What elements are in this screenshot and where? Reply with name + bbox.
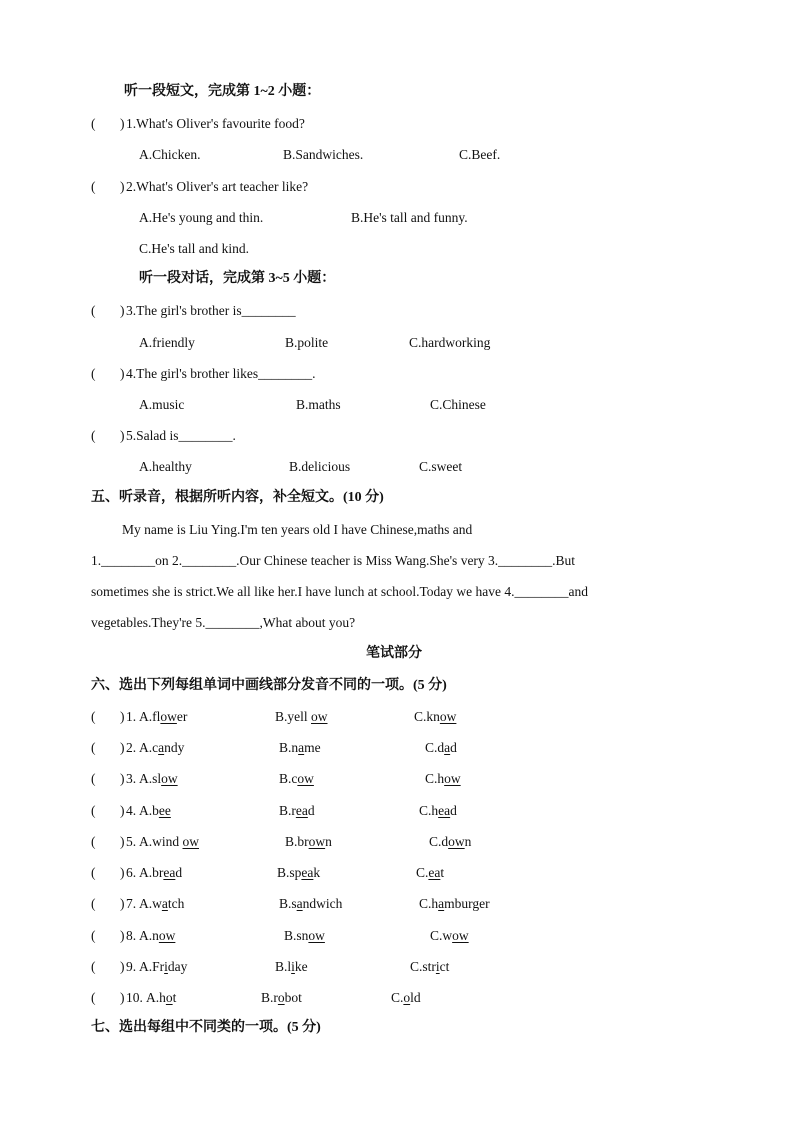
underlined-letters: o <box>403 990 411 1005</box>
option-suffix: ct <box>439 959 450 974</box>
option-suffix: d <box>307 803 315 818</box>
phonics-paren-close: ) <box>120 990 125 1005</box>
phonics-item-7-option-c <box>419 895 490 913</box>
phonics-paren-open: ( <box>91 740 96 755</box>
option-prefix: B.sn <box>284 928 309 943</box>
option-suffix: t <box>440 865 445 880</box>
option-prefix: C.d <box>429 834 449 849</box>
cloze-line-4: vegetables.They're 5.________,What about you? <box>91 615 356 630</box>
underlined-letters: ow <box>448 834 465 849</box>
q3-option-b: B.polite <box>285 335 329 350</box>
underlined-letters: a <box>298 740 305 755</box>
q5-paren-open: ( <box>91 428 96 443</box>
underlined-letters: ow <box>158 928 176 943</box>
q2-option-b: B.He's tall and funny. <box>351 210 468 225</box>
option-prefix: C.str <box>410 959 436 974</box>
phonics-item-9-option-b <box>275 958 308 976</box>
option-suffix: ke <box>294 959 308 974</box>
underlined-letters: ow <box>182 834 199 849</box>
underlined-letters: ow <box>160 709 177 724</box>
option-suffix: ndwich <box>302 896 343 911</box>
phonics-paren-open: ( <box>91 834 96 849</box>
phonics-paren-open: ( <box>91 990 96 1005</box>
phonics-item-7-number: 7. <box>126 896 137 911</box>
phonics-item-2-number: 2. <box>126 740 137 755</box>
phonics-paren-close: ) <box>120 959 125 974</box>
phonics-paren-close: ) <box>120 803 125 818</box>
underlined-letters: ea <box>301 865 314 880</box>
phonics-item-5-option-a <box>139 833 199 851</box>
option-suffix: n <box>325 834 332 849</box>
phonics-paren-open: ( <box>91 771 96 786</box>
phonics-item-6-option-a <box>139 864 182 882</box>
option-suffix: d <box>450 803 457 818</box>
q5-question: 5.Salad is________. <box>126 428 236 443</box>
phonics-item-8-option-b <box>284 927 325 945</box>
phonics-item-9-option-a <box>139 958 187 976</box>
option-prefix: B.s <box>279 896 297 911</box>
written-part-title: 笔试部分 <box>366 646 422 661</box>
q4-paren-open: ( <box>91 366 96 381</box>
q5-option-a: A.healthy <box>139 459 192 474</box>
phonics-item-4-option-c <box>419 802 457 820</box>
underlined-letters: ow <box>297 771 314 786</box>
phonics-paren-close: ) <box>120 865 125 880</box>
option-suffix: d <box>175 865 183 880</box>
underlined-letters: i <box>164 959 168 974</box>
option-prefix: A.Fr <box>139 959 165 974</box>
q4-option-c: C.Chinese <box>430 397 486 412</box>
q5-paren-close: ) <box>120 428 125 443</box>
section6-heading: 六、选出下列每组单词中画线部分发音不同的一项。(5 分) <box>91 678 447 693</box>
q5-option-c: C.sweet <box>419 459 463 474</box>
q3-option-c: C.hardworking <box>409 335 491 350</box>
option-prefix: B.n <box>279 740 299 755</box>
listen1-heading: 听一段短文，完成第 1~2 小题： <box>124 84 321 99</box>
option-prefix: A.n <box>139 928 159 943</box>
phonics-paren-close: ) <box>120 928 125 943</box>
phonics-paren-close: ) <box>120 834 125 849</box>
underlined-letters: a <box>158 740 165 755</box>
option-prefix: B.c <box>279 771 298 786</box>
underlined-letters: ee <box>158 803 171 818</box>
option-prefix: C. <box>391 990 404 1005</box>
cloze-line-1: My name is Liu Ying.I'm ten years old I have Chinese,maths and <box>122 522 473 537</box>
q2-option-a: A.He's young and thin. <box>139 210 264 225</box>
phonics-item-3-option-a <box>139 770 178 788</box>
phonics-item-10-option-c <box>391 989 421 1007</box>
option-prefix: A.b <box>139 803 159 818</box>
q3-question: 3.The girl's brother is________ <box>126 303 296 318</box>
option-prefix: A.h <box>146 990 166 1005</box>
underlined-letters: i <box>435 959 440 974</box>
phonics-item-1-option-a <box>139 708 187 726</box>
phonics-item-3-option-c <box>425 770 461 788</box>
q2-question: 2.What's Oliver's art teacher like? <box>126 179 309 194</box>
option-prefix: C.h <box>419 896 439 911</box>
option-prefix: A.br <box>139 865 164 880</box>
underlined-letters: i <box>291 959 295 974</box>
underlined-letters: ea <box>428 865 441 880</box>
underlined-letters: ow <box>439 709 457 724</box>
phonics-item-5-option-b <box>285 833 332 851</box>
phonics-item-10-option-b <box>261 989 302 1007</box>
q1-option-b: B.Sandwiches. <box>283 147 364 162</box>
option-suffix: me <box>304 740 321 755</box>
option-suffix: mburger <box>444 896 490 911</box>
phonics-item-4-option-a <box>139 802 171 820</box>
underlined-letters: ea <box>163 865 176 880</box>
phonics-item-6-option-c <box>416 864 444 882</box>
underlined-letters: ow <box>444 771 461 786</box>
phonics-item-2-option-b <box>279 739 321 757</box>
option-prefix: C.d <box>425 740 445 755</box>
q4-option-b: B.maths <box>296 397 341 412</box>
option-suffix: n <box>464 834 472 849</box>
phonics-item-5-option-c <box>429 833 471 851</box>
phonics-item-10-number: 10. <box>126 990 143 1005</box>
option-prefix: B.r <box>261 990 278 1005</box>
phonics-item-7-option-a <box>139 895 184 913</box>
q2-paren-close: ) <box>120 179 125 194</box>
option-prefix: B.br <box>285 834 309 849</box>
q1-paren-open: ( <box>91 116 96 131</box>
phonics-paren-open: ( <box>91 803 96 818</box>
q4-paren-close: ) <box>120 366 125 381</box>
phonics-item-3-option-b <box>279 770 314 788</box>
q1-option-c: C.Beef. <box>459 147 501 162</box>
phonics-item-9-number: 9. <box>126 959 137 974</box>
q4-question: 4.The girl's brother likes________. <box>126 366 316 381</box>
option-prefix: C.h <box>425 771 445 786</box>
phonics-paren-open: ( <box>91 928 96 943</box>
phonics-item-10-option-a <box>146 989 176 1007</box>
option-prefix: B.sp <box>277 865 302 880</box>
underlined-letters: a <box>438 896 445 911</box>
phonics-item-8-option-c <box>430 927 469 945</box>
option-prefix: C. <box>416 865 429 880</box>
option-suffix: tch <box>167 896 185 911</box>
cloze-line-2: 1.________on 2.________.Our Chinese teacher is Miss Wang.She's very 3.________.But <box>91 553 576 568</box>
option-prefix: B.r <box>279 803 296 818</box>
phonics-item-6-option-b <box>277 864 320 882</box>
q4-option-a: A.music <box>139 397 185 412</box>
q3-option-a: A.friendly <box>139 335 195 350</box>
option-prefix: C.h <box>419 803 439 818</box>
q2-option-c: C.He's tall and kind. <box>139 241 250 256</box>
q1-option-a: A.Chicken. <box>139 147 201 162</box>
underlined-letters: a <box>296 896 303 911</box>
phonics-item-1-option-c <box>414 708 456 726</box>
listen2-heading: 听一段对话，完成第 3~5 小题： <box>139 271 336 286</box>
q2-paren-open: ( <box>91 179 96 194</box>
option-prefix: C.kn <box>414 709 440 724</box>
section5-heading: 五、听录音，根据所听内容，补全短文。(10 分) <box>91 490 384 505</box>
q3-paren-close: ) <box>120 303 125 318</box>
phonics-paren-open: ( <box>91 896 96 911</box>
option-suffix: er <box>176 709 188 724</box>
option-prefix: A.fl <box>139 709 161 724</box>
underlined-letters: ow <box>308 834 326 849</box>
phonics-item-1-option-b <box>275 708 328 726</box>
phonics-item-5-number: 5. <box>126 834 137 849</box>
underlined-letters: ow <box>311 709 328 724</box>
option-suffix: ndy <box>164 740 185 755</box>
option-prefix: A.wind <box>139 834 183 849</box>
phonics-paren-close: ) <box>120 896 125 911</box>
option-suffix: t <box>172 990 177 1005</box>
phonics-item-7-option-b <box>279 895 342 913</box>
phonics-item-4-number: 4. <box>126 803 137 818</box>
phonics-paren-open: ( <box>91 959 96 974</box>
option-prefix: B.l <box>275 959 292 974</box>
phonics-item-3-number: 3. <box>126 771 137 786</box>
underlined-letters: o <box>165 990 173 1005</box>
phonics-item-6-number: 6. <box>126 865 137 880</box>
phonics-item-1-number: 1. <box>126 709 137 724</box>
phonics-item-8-number: 8. <box>126 928 137 943</box>
underlined-letters: ea <box>438 803 451 818</box>
option-prefix: B.yell <box>275 709 311 724</box>
phonics-item-2-option-a <box>139 739 184 757</box>
underlined-letters: a <box>444 740 451 755</box>
phonics-paren-close: ) <box>120 771 125 786</box>
phonics-paren-close: ) <box>120 709 125 724</box>
option-prefix: A.sl <box>139 771 162 786</box>
option-prefix: C.w <box>430 928 453 943</box>
q5-option-b: B.delicious <box>289 459 351 474</box>
option-prefix: A.c <box>139 740 159 755</box>
underlined-letters: ea <box>295 803 308 818</box>
option-suffix: day <box>167 959 188 974</box>
q1-paren-close: ) <box>120 116 125 131</box>
option-prefix: A.w <box>139 896 162 911</box>
underlined-letters: ow <box>161 771 178 786</box>
section7-heading: 七、选出每组中不同类的一项。(5 分) <box>91 1020 321 1035</box>
phonics-item-9-option-c <box>410 958 449 976</box>
option-suffix: ld <box>410 990 421 1005</box>
q3-paren-open: ( <box>91 303 96 318</box>
phonics-item-8-option-a <box>139 927 175 945</box>
option-suffix: k <box>313 865 321 880</box>
underlined-letters: o <box>277 990 285 1005</box>
underlined-letters: a <box>161 896 168 911</box>
cloze-line-3: sometimes she is strict.We all like her.I have lunch at school.Today we have 4.________and <box>91 584 588 599</box>
underlined-letters: ow <box>452 928 469 943</box>
phonics-item-2-option-c <box>425 739 457 757</box>
option-suffix: bot <box>284 990 302 1005</box>
phonics-paren-close: ) <box>120 740 125 755</box>
phonics-item-4-option-b <box>279 802 315 820</box>
phonics-paren-open: ( <box>91 865 96 880</box>
phonics-paren-open: ( <box>91 709 96 724</box>
q1-question: 1.What's Oliver's favourite food? <box>126 116 305 131</box>
underlined-letters: ow <box>308 928 325 943</box>
option-suffix: d <box>450 740 457 755</box>
